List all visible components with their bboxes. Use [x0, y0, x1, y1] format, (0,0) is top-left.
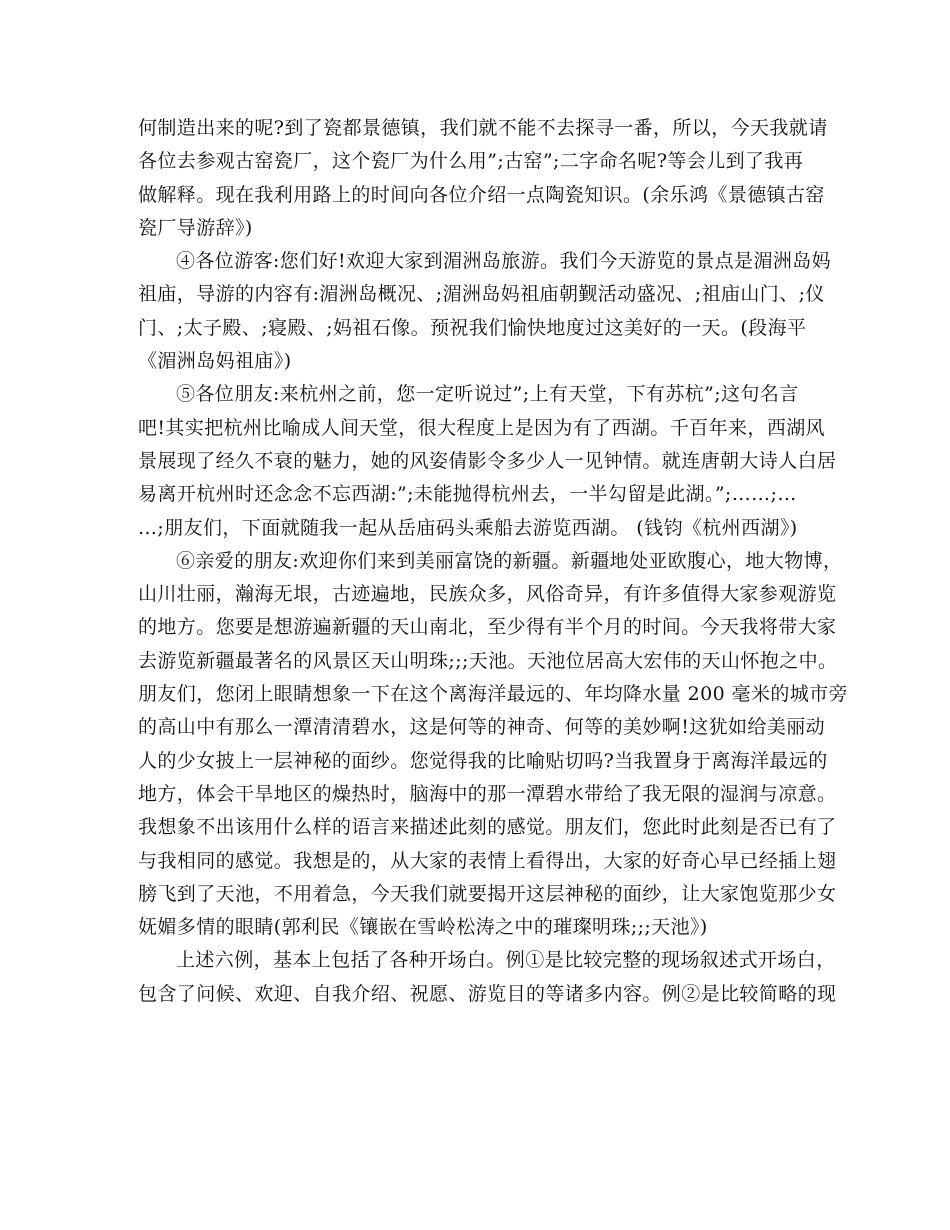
text-line: 人的少女披上一层神秘的面纱。您觉得我的比喻贴切吗?当我置身于离海洋最远的: [138, 749, 828, 772]
paragraph-example-6: [138, 545, 848, 945]
text-line: 门、;太子殿、;寝殿、;妈祖石像。预祝我们愉快地度过这美好的一天。(段海平: [138, 316, 807, 339]
text-line: 朋友们，您闭上眼睛想象一下在这个离海洋最远的、年均降水量 200 毫米的城市旁: [138, 683, 848, 706]
body-text: [138, 112, 848, 1011]
paragraph-example-5: [138, 378, 837, 544]
paragraph-summary: [138, 944, 837, 1011]
text-line: 山川壮丽，瀚海无垠，古迹遍地，民族众多，风俗奇异，有许多值得大家参观游览: [138, 583, 837, 606]
text-line: 的高山中有那么一潭清清碧水，这是何等的神奇、何等的美妙啊!这犹如给美丽动: [138, 716, 826, 739]
text-line: 去游览新疆最著名的风景区天山明珠;;;天池。天池位居高大宏伟的天山怀抱之中。: [138, 649, 838, 672]
text-line: 的地方。您要是想游遍新疆的天山南北，至少得有半个月的时间。今天我将带大家: [138, 616, 837, 639]
text-line: 瓷厂导游辞》): [138, 216, 253, 239]
text-line: 做解释。现在我利用路上的时间向各位介绍一点陶瓷知识。(余乐鸿《景德镇古窑: [138, 183, 825, 206]
text-line: 祖庙，导游的内容有:湄洲岛概况、;湄洲岛妈祖庙朝觐活动盛况、;祖庙山门、;仪: [138, 283, 825, 306]
text-line: ④各位游客:您们好!欢迎大家到湄洲岛旅游。我们今天游览的景点是湄洲岛妈: [176, 250, 832, 273]
text-line: 《湄洲岛妈祖庙》): [138, 350, 292, 373]
text-line: 各位去参观古窑瓷厂，这个瓷厂为什么用”;古窑”;二字命名呢?等会儿到了我再: [138, 150, 804, 173]
text-line: ⑥亲爱的朋友:欢迎你们来到美丽富饶的新疆。新疆地处亚欧腹心，地大物博，: [176, 549, 843, 572]
text-line: 膀飞到了天池，不用着急，今天我们就要揭开这层神秘的面纱，让大家饱览那少女: [138, 882, 837, 905]
text-line: 地方，体会干旱地区的燥热时，脑海中的那一潭碧水带给了我无限的湿润与凉意。: [138, 782, 837, 805]
text-line: 上述六例，基本上包括了各种开场白。例①是比较完整的现场叙述式开场白，: [176, 949, 836, 972]
text-line: ⑤各位朋友:来杭州之前，您一定听说过”;上有天堂，下有苏杭”;这句名言: [176, 383, 799, 406]
text-line: 包含了问候、欢迎、自我介绍、祝愿、游览目的等诸多内容。例②是比较简略的现: [138, 982, 837, 1005]
text-line: 景展现了经久不衰的魅力，她的风姿倩影令多少人一见钟情。就连唐朝大诗人白居: [138, 449, 837, 472]
text-line: 与我相同的感觉。我想是的，从大家的表情上看得出，大家的好奇心早已经插上翅: [138, 849, 837, 872]
text-line: 何制造出来的呢?到了瓷都景德镇，我们就不能不去探寻一番，所以，今天我就请: [138, 117, 828, 139]
text-line: …;朋友们，下面就随我一起从岳庙码头乘船去游览西湖。 (钱钧《杭州西湖》): [138, 516, 798, 539]
paragraph-continuation: [138, 112, 828, 245]
paragraph-example-4: [138, 245, 832, 378]
text-line: 易离开杭州时还念念不忘西湖:”;未能抛得杭州去，一半勾留是此湖。”;……;…: [138, 483, 797, 506]
text-line: 我想象不出该用什么样的语言来描述此刻的感觉。朋友们，您此时此刻是否已有了: [138, 816, 837, 839]
text-line: 吧!其实把杭州比喻成人间天堂，很大程度上是因为有了西湖。千百年来，西湖风: [138, 416, 826, 439]
text-line: 妩媚多情的眼睛(郭利民《镶嵌在雪岭松涛之中的璀璨明珠;;;天池》): [138, 916, 708, 939]
